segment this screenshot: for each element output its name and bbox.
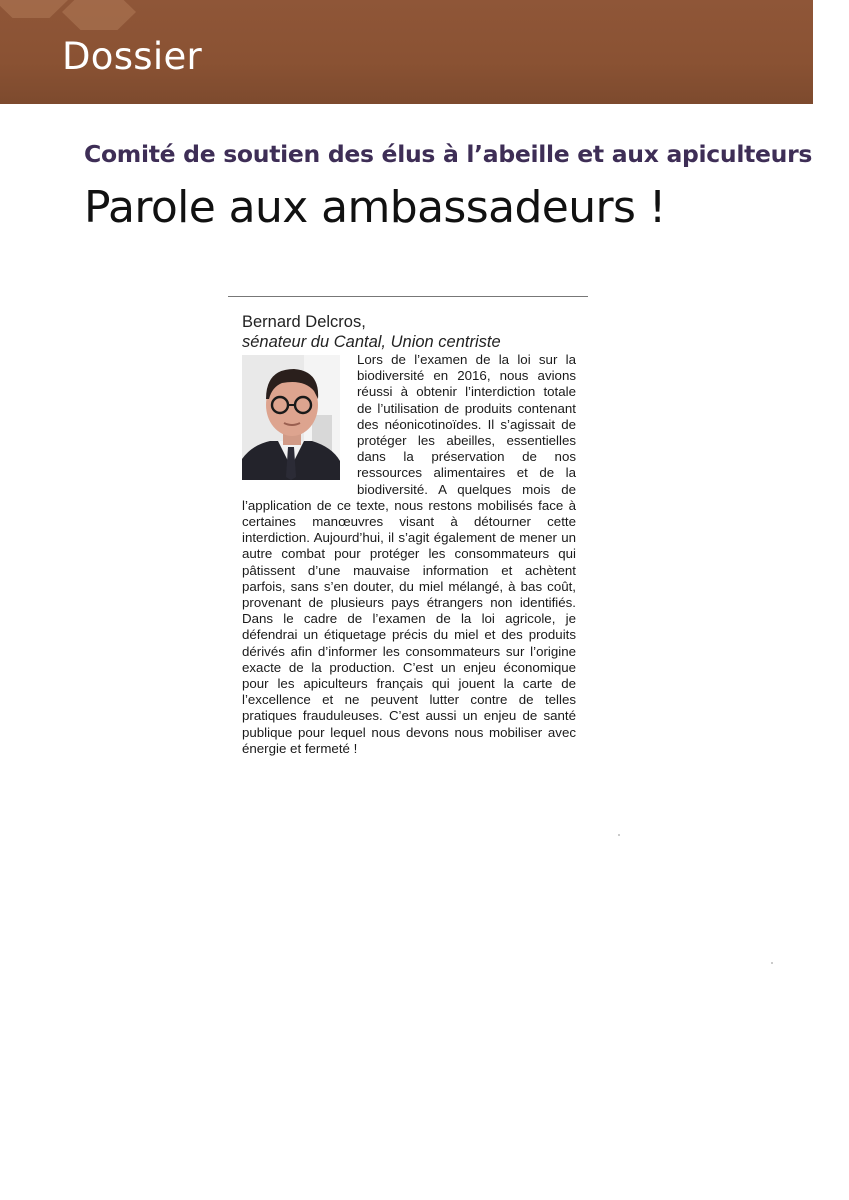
article-headline: Parole aux ambassadeurs !	[84, 182, 666, 233]
divider-rule	[228, 296, 588, 297]
hexagon-decoration	[62, 0, 136, 30]
section-title: Dossier	[62, 35, 203, 78]
scan-speck	[771, 962, 773, 964]
article-body-text: Lors de l’examen de la loi sur la biodiversité en 2016, nous avions réussi à obtenir l’interdiction totale de l’utilisation de produits contenant des néonicotinoïdes. Il s’agissait de protéger les abeilles, essentielles dans la préservation de nos ressources alimentaires et de la biodiversité. A quelques mois de l’application de ce texte, nous restons mobilisés face à certaines manœuvres visant à détourner cette interdiction. Aujourd’hui, il s’agit également de mener un autre combat pour protéger les consommateurs qui pâtissent d’une mauvaise information et achètent parfois, sans s’en douter, du miel mélangé, à bas coût, provenant de plusieurs pays étrangers non identifiés. Dans le cadre de l’examen de la loi agricole, je défendrai un étiquetage précis du miel et des produits dérivés afin d’informer les consommateurs sur l’origine exacte de la production. C’est un enjeu économique pour les apiculteurs français qui jouent la carte de l’excellence et ne peuvent lutter contre de telles pratiques frauduleuses. C’est aussi un enjeu de santé publique pour lequel nous devons nous mobiliser avec énergie et fermeté !	[242, 352, 576, 756]
photo-wrap-space	[242, 352, 357, 482]
author-name: Bernard Delcros,	[242, 313, 366, 331]
article-body	[242, 352, 576, 757]
author-byline	[242, 312, 501, 352]
article-kicker: Comité de soutien des élus à l’abeille et aux apiculteurs	[84, 140, 813, 168]
author-role: sénateur du Cantal, Union centriste	[242, 333, 501, 351]
hexagon-decoration	[0, 0, 68, 18]
scan-speck	[618, 834, 620, 836]
section-banner	[0, 0, 813, 104]
